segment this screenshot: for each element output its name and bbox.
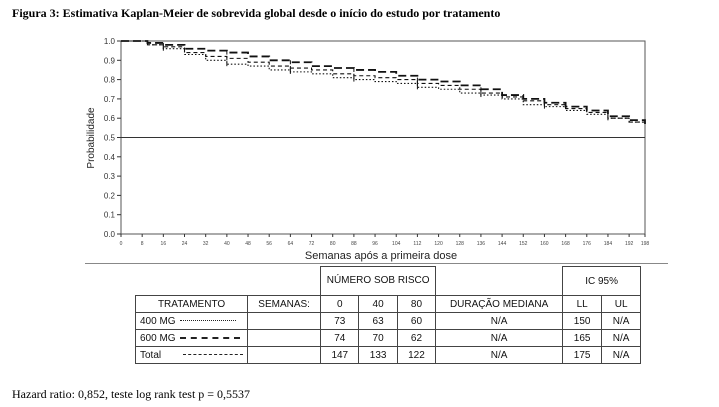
x-tick-label: 184 — [603, 241, 613, 247]
y-tick-label: 0.8 — [103, 75, 115, 85]
x-tick-label: 136 — [476, 241, 486, 247]
y-tick-label: 0.7 — [103, 94, 115, 104]
n-week-0: 147 — [321, 347, 359, 364]
figure-title: Figura 3: Estimativa Kaplan-Meier de sobrevida global desde o início do estudo por tratamento — [12, 6, 501, 20]
col-ll: LL — [563, 296, 602, 313]
x-tick-label: 0 — [119, 241, 123, 247]
col-week-80: 80 — [397, 296, 435, 313]
median-cell: N/A — [436, 330, 563, 347]
n-week-40: 133 — [359, 347, 397, 364]
x-tick-label: 198 — [640, 241, 650, 247]
n-week-40: 63 — [359, 313, 397, 330]
x-tick-label: 40 — [224, 241, 230, 247]
n-week-80: 122 — [397, 347, 435, 364]
treatment-cell — [136, 313, 248, 330]
x-tick-label: 120 — [434, 241, 443, 247]
table-row — [136, 313, 641, 330]
y-tick-label: 0.6 — [103, 114, 115, 124]
x-tick-label: 160 — [540, 241, 549, 247]
treatment-label: 400 MG — [140, 315, 176, 327]
ci-header: IC 95% — [563, 267, 641, 296]
y-tick-label: 0.3 — [103, 172, 115, 182]
col-week-40: 40 — [359, 296, 397, 313]
x-tick-label: 112 — [413, 241, 422, 247]
x-tick-label: 80 — [329, 241, 336, 247]
table-row — [136, 347, 641, 364]
survival-curve-total — [121, 41, 645, 124]
x-tick-label: 72 — [308, 241, 315, 247]
weeks-cell — [248, 313, 321, 330]
weeks-cell — [248, 347, 321, 364]
x-tick-label: 88 — [351, 241, 357, 247]
col-treatment: TRATAMENTO — [136, 296, 248, 313]
y-tick-label: 0.5 — [103, 133, 115, 143]
treatment-cell — [136, 330, 248, 347]
ll-cell: 175 — [563, 347, 602, 364]
long-dash-line-swatch — [180, 337, 240, 339]
n-week-0: 73 — [321, 313, 359, 330]
ll-cell: 165 — [563, 330, 602, 347]
x-tick-label: 56 — [266, 241, 272, 247]
risk-table-column-headers — [136, 296, 641, 313]
x-tick-label: 32 — [202, 241, 209, 247]
x-tick-label: 168 — [561, 241, 570, 247]
x-tick-label: 176 — [582, 241, 591, 247]
y-tick-label: 0.0 — [103, 230, 115, 239]
y-tick-label: 0.1 — [103, 210, 115, 220]
survival-curve-400-mg — [121, 41, 645, 124]
x-tick-label: 8 — [140, 241, 144, 247]
x-tick-label: 128 — [455, 241, 464, 247]
x-tick-label: 48 — [245, 241, 251, 247]
n-week-40: 70 — [359, 330, 397, 347]
x-axis-label: Semanas após a primeira dose — [304, 250, 458, 262]
x-tick-label: 152 — [519, 241, 528, 247]
ul-cell: N/A — [602, 330, 641, 347]
y-axis-label: Probabilidade — [86, 107, 97, 169]
y-tick-label: 1.0 — [103, 37, 115, 46]
ll-cell: 150 — [563, 313, 602, 330]
x-tick-label: 144 — [497, 241, 507, 247]
median-cell: N/A — [436, 347, 563, 364]
col-weeks: SEMANAS: — [248, 296, 321, 313]
y-tick-label: 0.4 — [103, 152, 115, 162]
empty-cell — [436, 267, 563, 296]
footnote: Hazard ratio: 0,852, teste log rank test p = 0,5537 — [12, 387, 251, 401]
ul-cell: N/A — [602, 347, 641, 364]
x-tick-label: 192 — [624, 241, 634, 247]
survival-curves — [121, 41, 645, 124]
y-tick-label: 0.9 — [103, 56, 115, 66]
x-tick-label: 64 — [287, 241, 294, 247]
x-tick-label: 24 — [181, 241, 188, 247]
weeks-cell — [248, 330, 321, 347]
risk-table — [135, 266, 641, 364]
median-cell: N/A — [436, 313, 563, 330]
treatment-label: Total — [140, 349, 162, 361]
n-week-80: 62 — [397, 330, 435, 347]
treatment-cell — [136, 347, 248, 364]
x-tick-label: 104 — [392, 241, 401, 247]
dashed-line-swatch — [183, 354, 243, 355]
x-tick-label: 96 — [372, 241, 378, 247]
treatment-label: 600 MG — [140, 332, 176, 344]
empty-cell — [136, 267, 248, 296]
dotted-line-swatch — [180, 320, 236, 321]
at-risk-header: NÚMERO SOB RISCO — [321, 267, 436, 296]
survival-curve-600-mg — [121, 41, 645, 124]
empty-cell — [248, 267, 321, 296]
col-ul: UL — [602, 296, 641, 313]
axes — [104, 37, 650, 247]
risk-table-header-top — [136, 267, 641, 296]
n-week-80: 60 — [397, 313, 435, 330]
y-tick-label: 0.2 — [103, 191, 115, 201]
col-week-0: 0 — [321, 296, 359, 313]
col-median: DURAÇÃO MEDIANA — [436, 296, 563, 313]
table-divider — [85, 263, 668, 264]
n-week-0: 74 — [321, 330, 359, 347]
ul-cell: N/A — [602, 313, 641, 330]
table-row — [136, 330, 641, 347]
x-tick-label: 16 — [160, 241, 167, 247]
